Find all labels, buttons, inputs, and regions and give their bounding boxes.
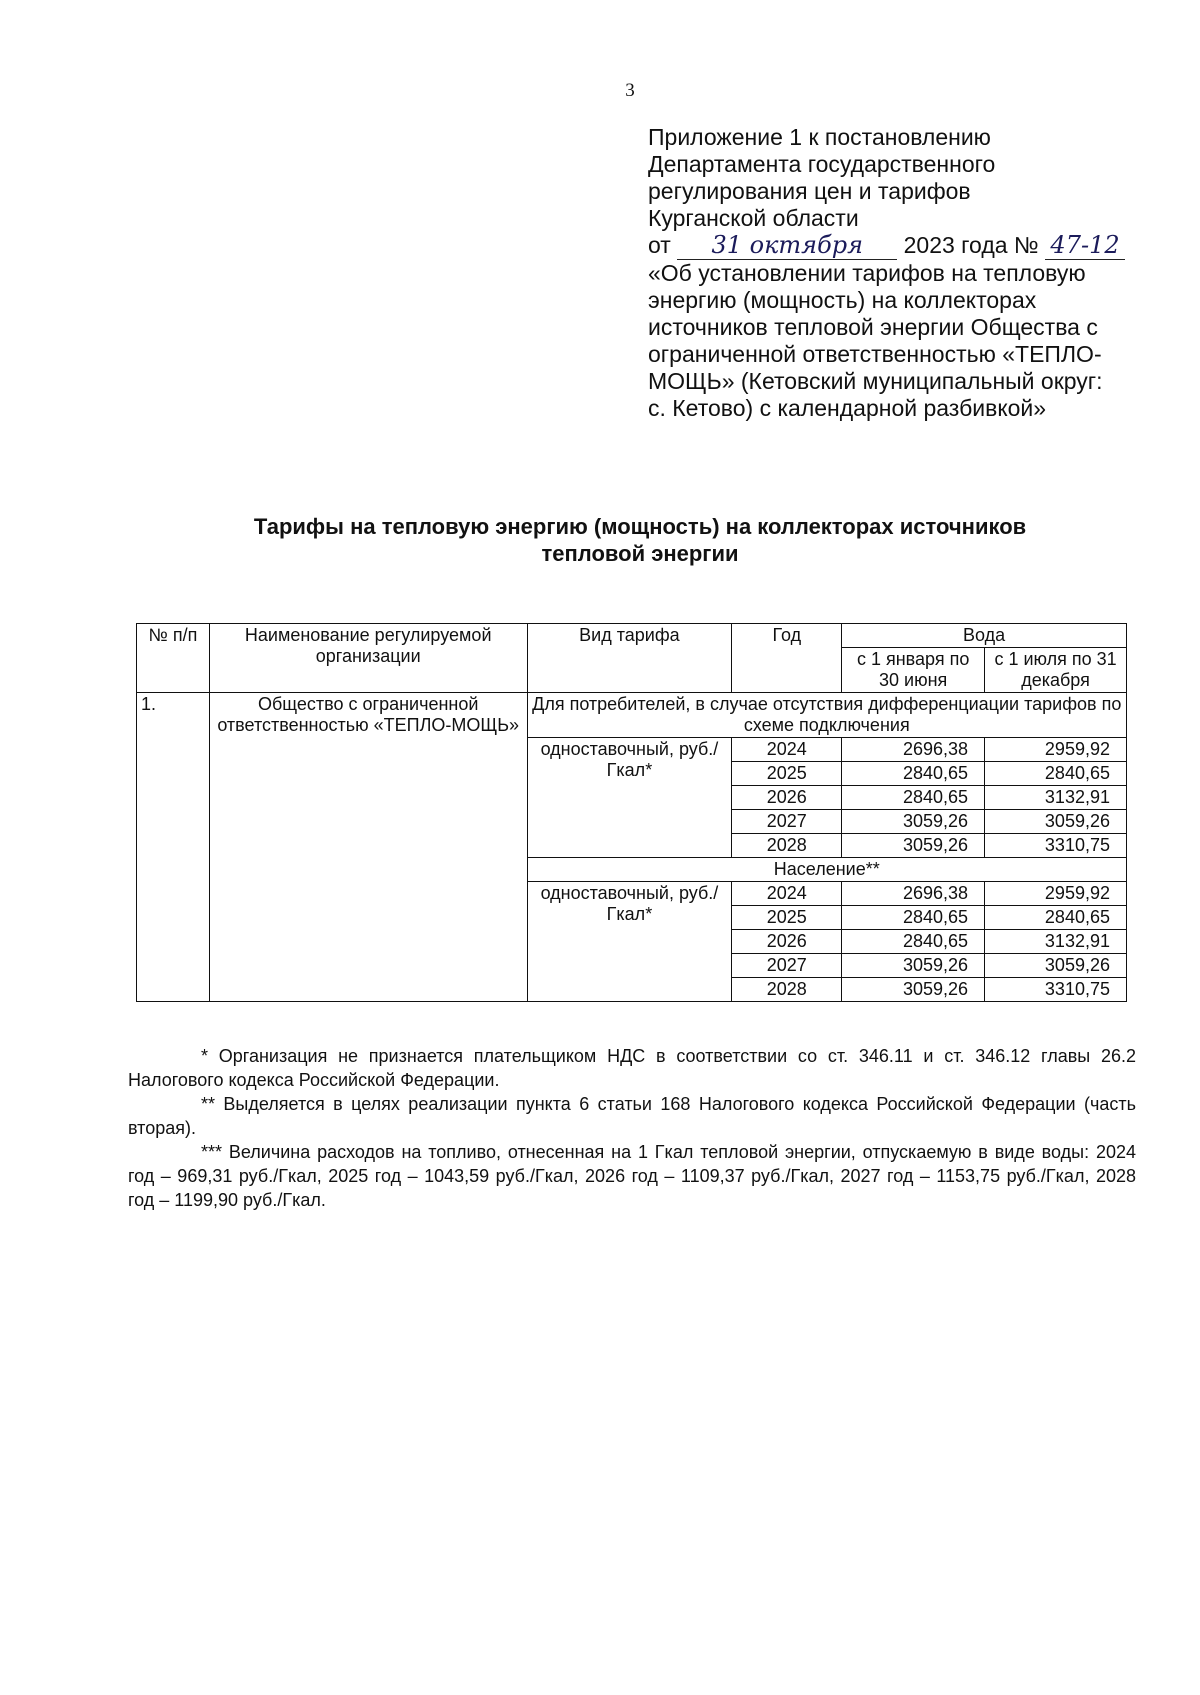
org-name: Общество с ограниченной ответственностью «ТЕПЛО-МОЩЬ» bbox=[209, 693, 527, 1002]
header-water: Вода bbox=[842, 624, 1127, 648]
footnote-2: ** Выделяется в целях реализации пункта 6 статьи 168 Налогового кодекса Российской Федерации (часть вторая). bbox=[128, 1094, 1136, 1138]
header-org: Наименование регулируемой организации bbox=[209, 624, 527, 693]
year-cell: 2026 bbox=[732, 786, 842, 810]
group2-tariff-label: одноставочный, руб./Гкал* bbox=[527, 882, 732, 1002]
group1-tariff-label: одноставочный, руб./Гкал* bbox=[527, 738, 732, 858]
appendix-line-9: ограниченной ответственностью «ТЕПЛО- bbox=[648, 341, 1102, 367]
date-prefix: от bbox=[648, 232, 671, 258]
year-cell: 2028 bbox=[732, 834, 842, 858]
value-period-2: 3059,26 bbox=[985, 954, 1127, 978]
value-period-2: 2959,92 bbox=[985, 882, 1127, 906]
appendix-date-line bbox=[648, 232, 1168, 260]
title-line-2: тепловой энергии bbox=[541, 541, 739, 566]
value-period-1: 2840,65 bbox=[842, 786, 985, 810]
value-period-2: 2959,92 bbox=[985, 738, 1127, 762]
year-cell: 2027 bbox=[732, 810, 842, 834]
appendix-line-2: Департамента государственного bbox=[648, 151, 996, 177]
value-period-1: 2840,65 bbox=[842, 930, 985, 954]
value-period-2: 3310,75 bbox=[985, 834, 1127, 858]
year-cell: 2028 bbox=[732, 978, 842, 1002]
group2-label: Население** bbox=[527, 858, 1126, 882]
header-period-2: с 1 июля по 31 декабря bbox=[985, 648, 1127, 693]
handwritten-number: 47-12 bbox=[1045, 232, 1125, 260]
value-period-1: 2696,38 bbox=[842, 738, 985, 762]
value-period-2: 3059,26 bbox=[985, 810, 1127, 834]
year-text: 2023 года № bbox=[903, 232, 1039, 258]
appendix-header bbox=[648, 124, 1168, 422]
year-cell: 2024 bbox=[732, 738, 842, 762]
tariffs-table bbox=[136, 623, 1127, 1002]
footnote-3: *** Величина расходов на топливо, отнесенная на 1 Гкал тепловой энергии, отпускаемую в виде воды: 2024 год – 969,31 руб./Гкал, 2025 год – 1043,59 руб./Гкал, 2026 год – 1109,37 руб./Гкал, 2027 год – 1153,75 руб./Гкал, 2028 год – 1199,90 руб./Гкал. bbox=[128, 1142, 1136, 1210]
year-cell: 2027 bbox=[732, 954, 842, 978]
appendix-line-6: «Об установлении тарифов на тепловую bbox=[648, 260, 1086, 286]
document-title bbox=[130, 513, 1150, 567]
header-num: № п/п bbox=[137, 624, 210, 693]
value-period-2: 3310,75 bbox=[985, 978, 1127, 1002]
group1-label-row bbox=[137, 693, 1127, 738]
value-period-1: 2840,65 bbox=[842, 906, 985, 930]
row-number: 1. bbox=[137, 693, 210, 1002]
year-cell: 2025 bbox=[732, 762, 842, 786]
footnotes bbox=[128, 1044, 1136, 1212]
handwritten-date: 31 октября bbox=[677, 232, 897, 260]
value-period-1: 3059,26 bbox=[842, 810, 985, 834]
page-number: 3 bbox=[625, 80, 635, 101]
value-period-2: 2840,65 bbox=[985, 906, 1127, 930]
title-line-1: Тарифы на тепловую энергию (мощность) на коллекторах источников bbox=[253, 514, 1027, 539]
appendix-line-7: энергию (мощность) на коллекторах bbox=[648, 287, 1037, 313]
header-year: Год bbox=[732, 624, 842, 693]
header-period-1: с 1 января по 30 июня bbox=[842, 648, 985, 693]
appendix-line-1: Приложение 1 к постановлению bbox=[648, 124, 991, 150]
value-period-1: 2696,38 bbox=[842, 882, 985, 906]
footnote-1: * Организация не признается плательщиком НДС в соответствии со ст. 346.11 и ст. 346.12 главы 26.2 Налогового кодекса Российской Федерации. bbox=[128, 1046, 1136, 1090]
value-period-1: 3059,26 bbox=[842, 954, 985, 978]
header-tariff-type: Вид тарифа bbox=[527, 624, 732, 693]
value-period-2: 2840,65 bbox=[985, 762, 1127, 786]
appendix-line-3: регулирования цен и тарифов bbox=[648, 178, 971, 204]
header-row bbox=[137, 624, 1127, 648]
value-period-1: 2840,65 bbox=[842, 762, 985, 786]
year-cell: 2025 bbox=[732, 906, 842, 930]
appendix-line-10: МОЩЬ» (Кетовский муниципальный округ: bbox=[648, 368, 1103, 394]
appendix-line-11: с. Кетово) с календарной разбивкой» bbox=[648, 395, 1047, 421]
value-period-2: 3132,91 bbox=[985, 786, 1127, 810]
appendix-line-8: источников тепловой энергии Общества с bbox=[648, 314, 1098, 340]
appendix-line-4: Курганской области bbox=[648, 205, 859, 231]
value-period-2: 3132,91 bbox=[985, 930, 1127, 954]
value-period-1: 3059,26 bbox=[842, 978, 985, 1002]
group1-label: Для потребителей, в случае отсутствия дифференциации тарифов по схеме подключения bbox=[527, 693, 1126, 738]
year-cell: 2024 bbox=[732, 882, 842, 906]
value-period-1: 3059,26 bbox=[842, 834, 985, 858]
year-cell: 2026 bbox=[732, 930, 842, 954]
